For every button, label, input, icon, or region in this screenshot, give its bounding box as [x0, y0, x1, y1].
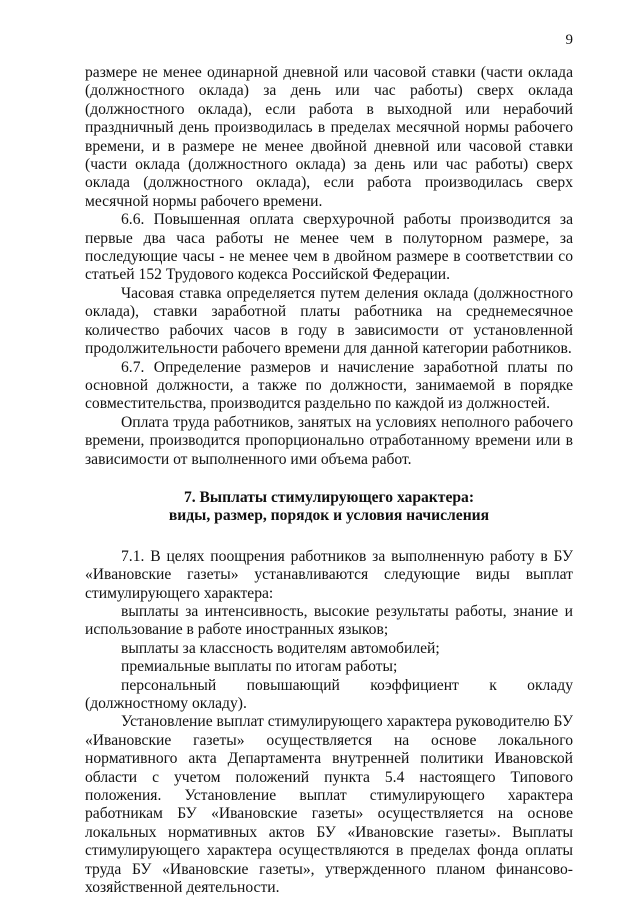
list-item: премиальные выплаты по итогам работы; [121, 658, 398, 676]
section-heading [85, 489, 573, 526]
section-6-continuation [85, 64, 573, 469]
paragraph: Часовая ставка определяется путем деления оклада (должностного оклада), ставки заработной платы работника на среднемесячное количество рабочих часов в году в зависимости от установленной продолжительности рабочего времени для данной категории работников. [85, 284, 573, 358]
paragraph: 6.6. Повышенная оплата сверхурочной работы производится за первые два часа работы не менее чем в полуторном размере, за последующие часы - не менее чем в двойном размере в соответствии со статьей 152 Трудового кодекса Российской Федерации. [85, 211, 573, 284]
list-item: персональный повышающий коэффициент к окладу (должностному окладу). [85, 676, 573, 712]
page-number: 9 [565, 32, 573, 48]
paragraph: 6.7. Определение размеров и начисление заработной платы по основной должности, а также по должности, занимаемой в порядке совместительства, производится раздельно по каждой из должностей. [85, 358, 573, 413]
paragraph: 7.1. В целях поощрения работников за выполненную работу в БУ «Ивановские газеты» устанавливаются следующие виды выплат стимулирующего характера: [85, 547, 573, 602]
section-7-body [85, 548, 573, 898]
section-heading-line: 7. Выплаты стимулирующего характера: [183, 488, 475, 506]
paragraph: Установление выплат стимулирующего характера руководителю БУ «Ивановские газеты» осуществляется на основе локального нормативного акта Департамента внутренней политики Ивановской области с учетом положений пункта 5.4 настоящего Типового положения. Установление выплат стимулирующего характера работникам БУ «Ивановские газеты» осуществляется на основе локальных нормативных актов БУ «Ивановские газеты». Выплаты стимулирующего характера осуществляются в пределах фонда оплаты труда БУ «Ивановские газеты», утвержденного планом финансово-хозяйственной деятельности. [85, 713, 573, 897]
section-heading-line: виды, размер, порядок и условия начисления [168, 507, 490, 525]
document-body [85, 64, 573, 897]
list-item: выплаты за интенсивность, высокие результаты работы, знание и использование в работе иностранных языков; [85, 602, 573, 639]
list-item: выплаты за классность водителям автомобилей; [121, 639, 440, 657]
paragraph: Оплата труда работников, занятых на условиях неполного рабочего времени, производится пропорционально отработанному времени или в зависимости от выполненного ими объема работ. [85, 413, 573, 468]
paragraph: размере не менее одинарной дневной или часовой ставки (части оклада (должностного оклада) за день или час работы) сверх оклада (должностного оклада), если работа в выходной или нерабочий праздничный день производилась в пределах месячной нормы рабочего времени, и в размере не менее двойной дневной или часовой ставки (части оклада (должностного оклада) за день или час работы) сверх оклада (должностного оклада), если работа производилась сверх месячной нормы рабочего времени. [85, 64, 573, 210]
